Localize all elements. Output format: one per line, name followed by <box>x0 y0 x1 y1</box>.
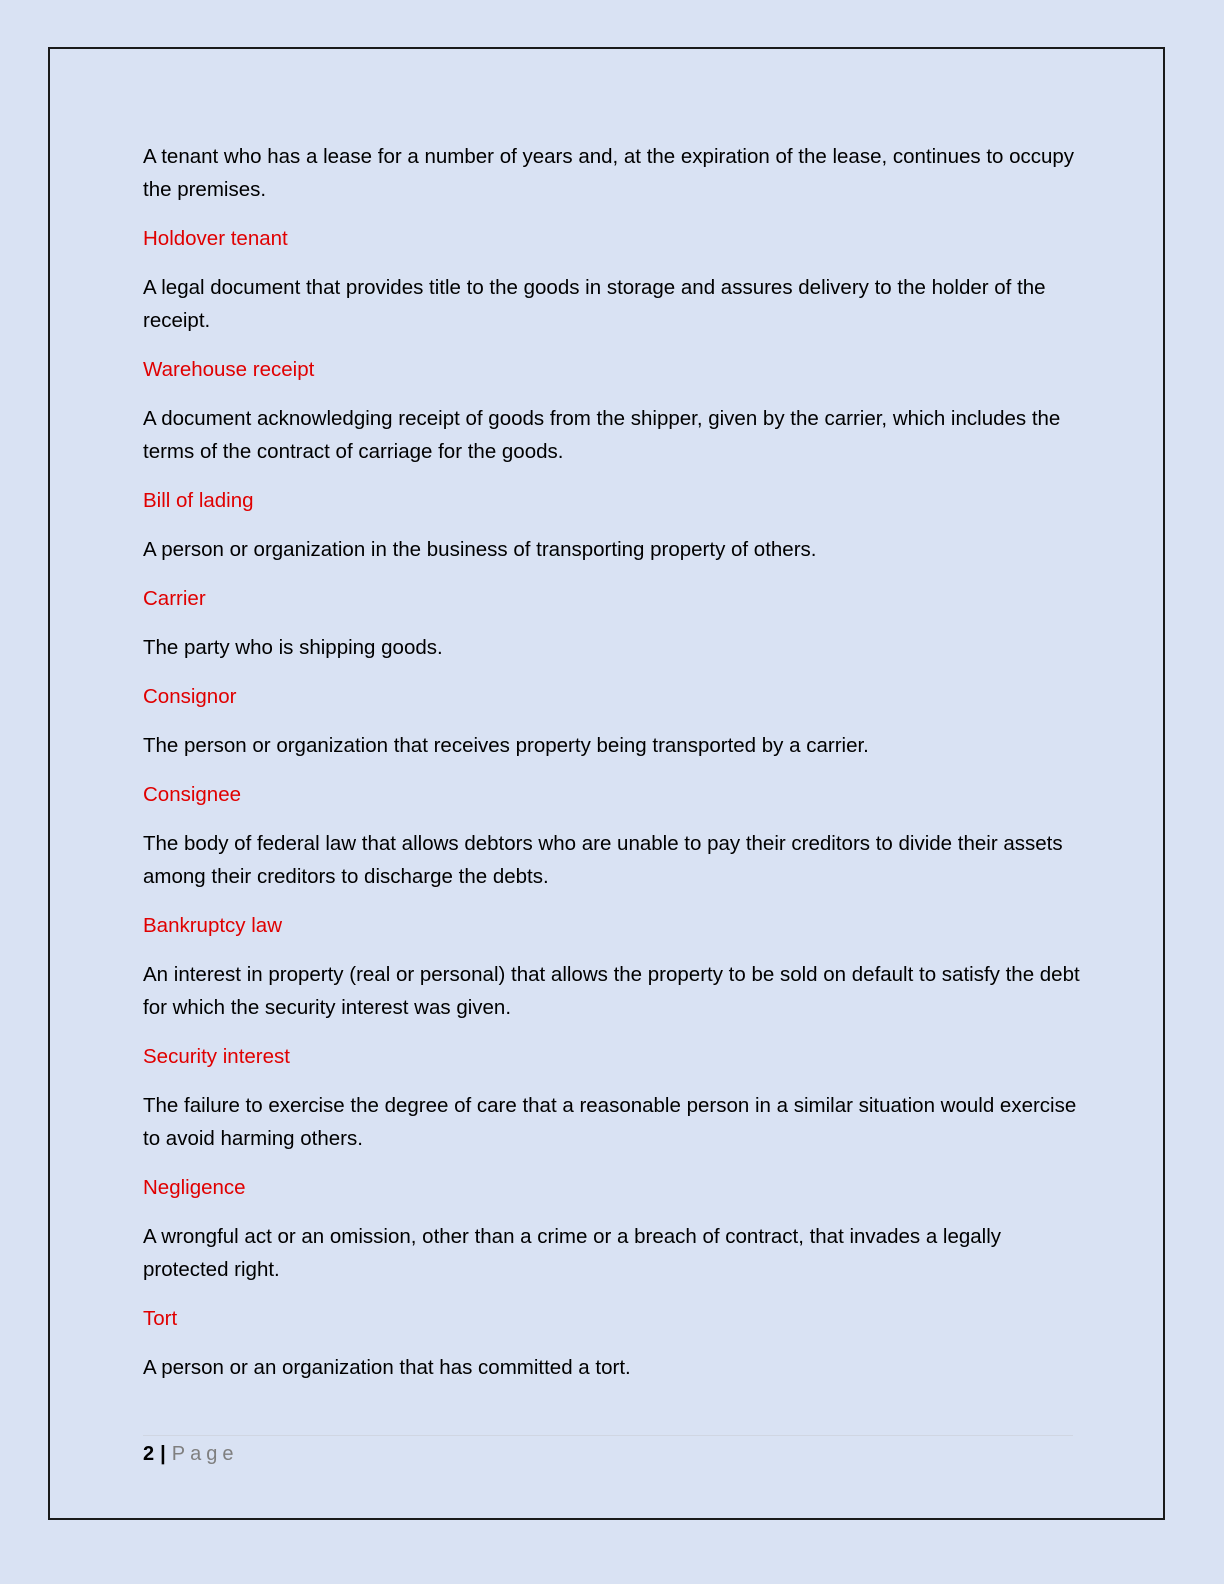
term-text: Consignee <box>143 783 242 806</box>
glossary-entry <box>143 958 1083 1073</box>
term-text: Bankruptcy law <box>143 914 283 937</box>
term-text: Carrier <box>143 587 206 610</box>
definition-text: A document acknowledging receipt of goods from the shipper, given by the carrier, which includes the terms of the contract of carriage for the goods. <box>143 407 1061 463</box>
glossary-entry <box>143 1351 1083 1384</box>
glossary-entry <box>143 533 1083 615</box>
glossary-entry <box>143 140 1083 255</box>
glossary-content <box>143 140 1083 1400</box>
page-label: Page <box>171 1443 239 1465</box>
term-text: Holdover tenant <box>143 227 288 250</box>
definition-text: The party who is shipping goods. <box>143 636 443 659</box>
footer-separator: | <box>160 1443 166 1465</box>
glossary-entry <box>143 271 1083 386</box>
definition-text: A tenant who has a lease for a number of years and, at the expiration of the lease, continues to occupy the premises. <box>143 145 1075 201</box>
term-text: Warehouse receipt <box>143 358 315 381</box>
glossary-entry <box>143 827 1083 942</box>
definition-text: An interest in property (real or personal) that allows the property to be sold on default to satisfy the debt for which the security interest was given. <box>143 963 1080 1019</box>
page-number: 2 <box>143 1443 155 1465</box>
definition-text: A wrongful act or an omission, other than a crime or a breach of contract, that invades a legally protected right. <box>143 1225 1002 1281</box>
term-text: Security interest <box>143 1045 290 1068</box>
definition-text: The person or organization that receives property being transported by a carrier. <box>143 734 869 757</box>
glossary-entry <box>143 402 1083 517</box>
term-text: Consignor <box>143 685 237 708</box>
term-text: Tort <box>143 1307 178 1330</box>
glossary-entry <box>143 1089 1083 1204</box>
page-footer <box>143 1440 238 1468</box>
definition-text: The body of federal law that allows debtors who are unable to pay their creditors to divide their assets among their creditors to discharge the debts. <box>143 832 1063 888</box>
definition-text: The failure to exercise the degree of care that a reasonable person in a similar situation would exercise to avoid harming others. <box>143 1094 1077 1150</box>
glossary-entry <box>143 1220 1083 1335</box>
definition-text: A person or organization in the business of transporting property of others. <box>143 538 817 561</box>
definition-text: A legal document that provides title to the goods in storage and assures delivery to the holder of the receipt. <box>143 276 1046 332</box>
definition-text: A person or an organization that has committed a tort. <box>143 1356 631 1379</box>
term-text: Bill of lading <box>143 489 254 512</box>
term-text: Negligence <box>143 1176 246 1199</box>
footer-divider <box>143 1435 1073 1436</box>
glossary-entry <box>143 631 1083 713</box>
glossary-entry <box>143 729 1083 811</box>
